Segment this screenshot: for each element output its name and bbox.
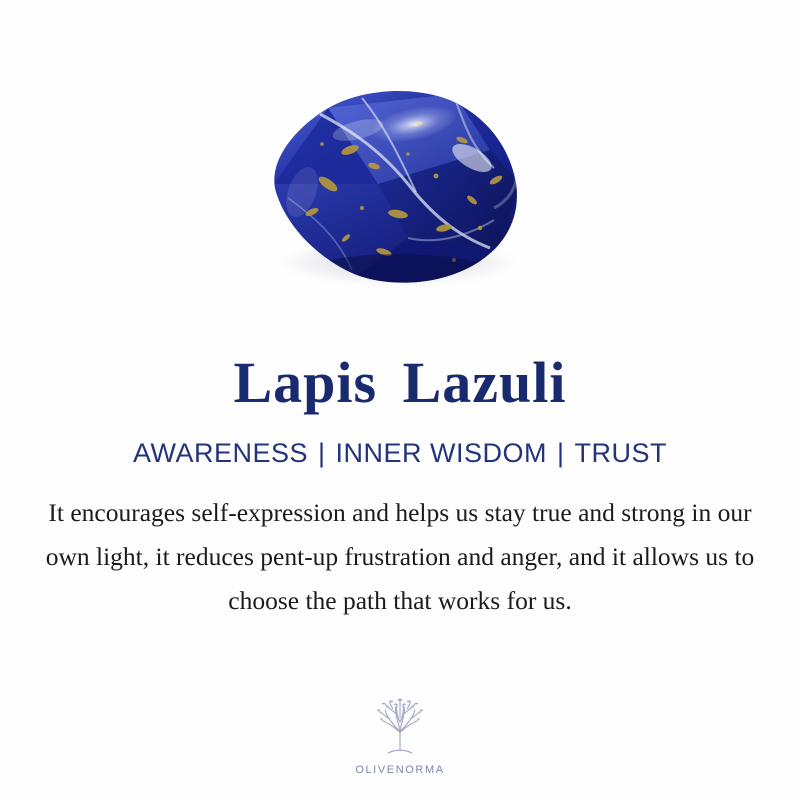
brand-name: OLIVENORMA [355,764,445,776]
keyword-separator: | [318,438,326,468]
brand-logo [0,688,800,776]
stone-illustration [258,88,534,288]
keyword-trust: TRUST [574,438,668,468]
crystal-title: Lapis Lazuli [233,350,567,415]
keyword-awareness: AWARENESS [132,438,308,468]
keyword-inner-wisdom: INNER WISDOM [335,438,548,468]
lapis-lazuli-stone-image [258,88,534,288]
crystal-description: It encourages self-expression and helps us stay true and strong in our own light, it reduces pent-up frustration and anger, and it allows us to choose the path that works for us. [45,498,755,615]
tree-of-life-icon [363,688,437,762]
keyword-list [123,438,677,469]
keyword-separator: | [557,438,565,468]
stone-image-area [0,10,800,330]
